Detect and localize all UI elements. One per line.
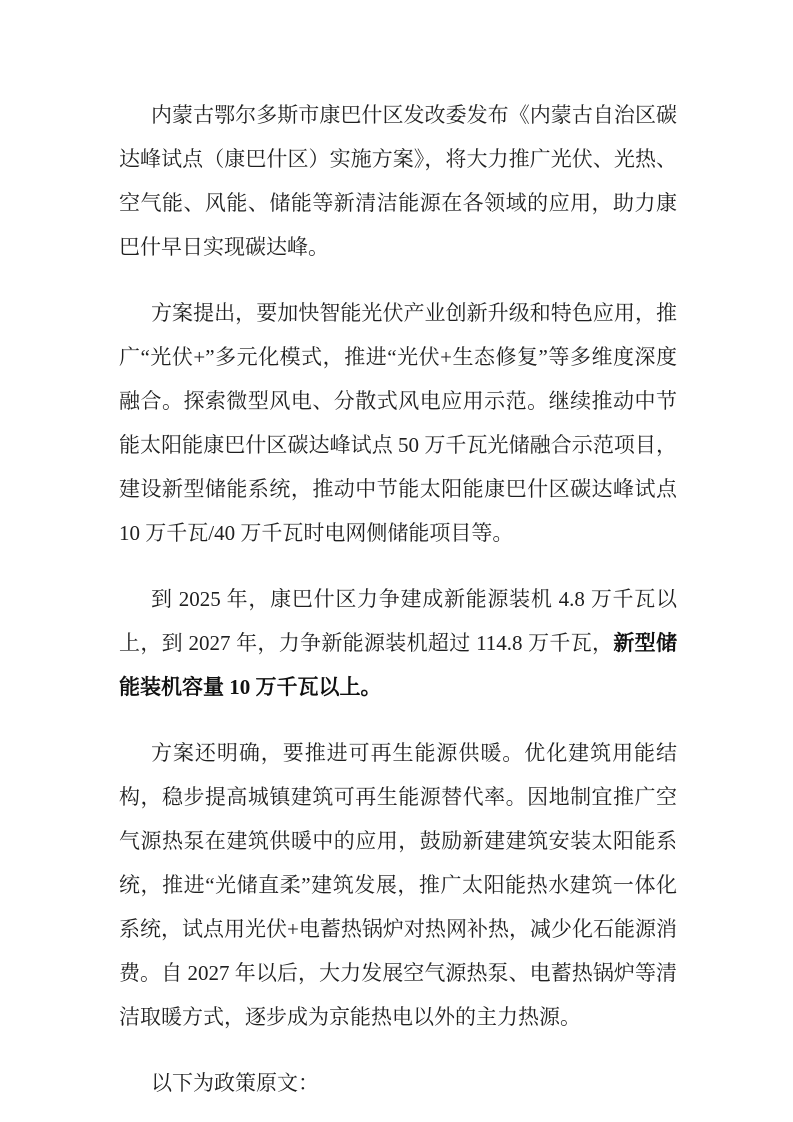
capacity-targets-normal-text: 到 2025 年，康巴什区力争建成新能源装机 4.8 万千瓦以上，到 2027 年，力争新能源装机超过 114.8 万千瓦， [119, 587, 677, 655]
paragraph-renewable-heating: 方案还明确，要推进可再生能源供暖。优化建筑用能结构，稳步提高城镇建筑可再生能源替代率。因地制宜推广空气源热泵在建筑供暖中的应用，鼓励新建建筑安装太阳能系统，推进“光储直柔”建筑发展，推广太阳能热水建筑一体化系统，试点用光伏+电蓄热锅炉对热网补热，减少化石能源消费。自 2027 年以后，大力发展空气源热泵、电蓄热锅炉等清洁取暖方式，逐步成为京能热电以外的主力热源。 [119, 741, 677, 1029]
paragraph-capacity-targets [119, 577, 677, 709]
paragraph-plan-proposals: 方案提出，要加快智能光伏产业创新升级和特色应用，推广“光伏+”多元化模式，推进“光伏+生态修复”等多维度深度融合。探索微型风电、分散式风电应用示范。继续推动中节能太阳能康巴什区碳达峰试点 50 万千瓦光储融合示范项目，建设新型储能系统，推动中节能太阳能康巴什区碳达峰试点 10 万千瓦/40 万千瓦时电网侧储能项目等。 [119, 301, 677, 545]
paragraph-announcement: 内蒙古鄂尔多斯市康巴什区发改委发布《内蒙古自治区碳达峰试点（康巴什区）实施方案》，将大力推广光伏、光热、空气能、风能、储能等新清洁能源在各领域的应用，助力康巴什早日实现碳达峰。 [119, 103, 677, 259]
paragraph-policy-original-lead-in: 以下为政策原文： [151, 1071, 319, 1095]
capacity-targets-bold-highlight: 新型储能装机容量 10 万千瓦以上。 [119, 631, 677, 699]
